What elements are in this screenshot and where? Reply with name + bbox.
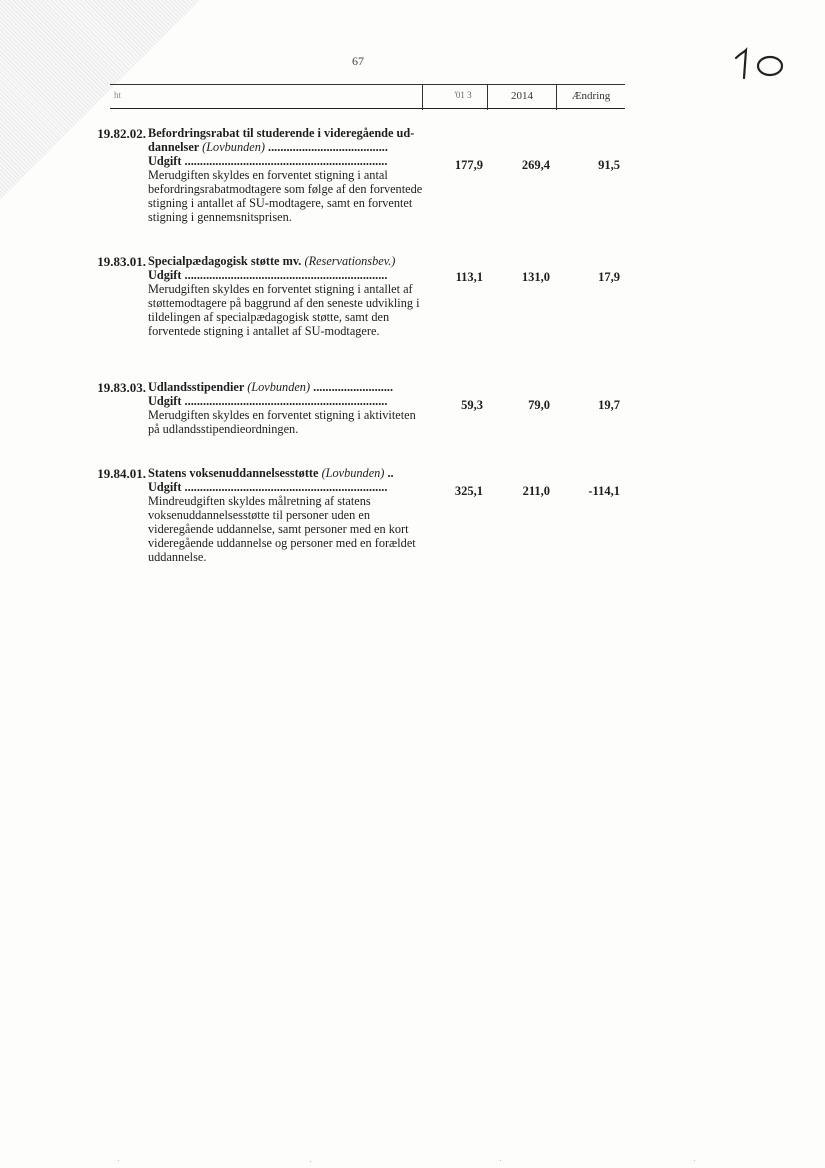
entry-title: Statens voksenuddannelsesstøtte (Lovbunden) .. — [148, 466, 394, 480]
entry-qualifier: (Reservationsbev.) — [304, 254, 396, 268]
account-code: 19.82.02. — [97, 126, 146, 141]
expense-label: Udgift .................................................................. — [148, 154, 388, 168]
value-change: 19,7 — [598, 398, 620, 412]
value-2013: 177,9 — [454, 158, 483, 172]
scan-speck — [500, 1160, 501, 1161]
scan-speck — [118, 1160, 119, 1161]
value-2014: 269,4 — [521, 158, 550, 172]
header-year-2014: 2014 — [511, 90, 533, 102]
entry-title: Udlandsstipendier (Lovbunden) .......................... — [148, 380, 394, 394]
entry-body — [148, 254, 424, 338]
handwritten-page-mark — [730, 44, 790, 84]
entry-explanation: Merudgiften skyldes en forventet stigning i antallet af støttemodtagere på baggrund af den seneste udvikling i tildelingen af specialpædagogisk støtte, samt den forventede stigning i antallet af SU-modtagere. — [148, 282, 420, 338]
header-change: Ændring — [571, 90, 611, 102]
entry-explanation: Merudgiften skyldes en forventet stigning i antal befordringsrabatmodtagere som følge af den forventede stigning i antallet af SU-modtagere, samt en forventet stigning i gennemsnitsprisen. — [148, 168, 423, 224]
table-header-bottom-rule — [110, 108, 625, 109]
entry-title: Befordringsrabat til studerende i videregående ud-dannelser (Lovbunden) ....................................... — [148, 126, 415, 154]
entry-body — [148, 126, 424, 224]
table-header-top-rule — [110, 84, 625, 85]
entry-explanation: Merudgiften skyldes en forventet stigning i aktiviteten på udlandsstipendieordningen. — [148, 408, 416, 436]
expense-label: Udgift .................................................................. — [148, 394, 388, 408]
table-header-divider — [487, 84, 488, 110]
entry-explanation: Mindreudgiften skyldes målretning af statens voksenuddannelsesstøtte til personer uden en videregående uddannelse, samt personer med en kort videregående uddannelse og personer med en forældet uddannelse. — [148, 494, 416, 564]
entry-qualifier: (Lovbunden) — [202, 140, 265, 154]
value-2014: 131,0 — [521, 270, 550, 284]
account-code: 19.83.03. — [97, 380, 146, 395]
value-change: 91,5 — [598, 158, 620, 172]
account-code: 19.84.01. — [97, 466, 146, 481]
entry-body — [148, 466, 424, 564]
entry-body — [148, 380, 424, 436]
value-2014: 211,0 — [522, 484, 550, 498]
account-code: 19.83.01. — [97, 254, 146, 269]
table-header-divider — [422, 84, 423, 110]
value-2014: 79,0 — [528, 398, 550, 412]
scan-speck — [694, 1160, 695, 1161]
value-2013: 113,1 — [455, 270, 483, 284]
expense-label: Udgift .................................................................. — [148, 268, 388, 282]
header-fragment: ht — [114, 90, 122, 100]
header-year-2013: '01 3 — [454, 90, 472, 100]
expense-label: Udgift .................................................................. — [148, 480, 388, 494]
table-header-divider — [556, 84, 557, 110]
entry-title: Specialpædagogisk støtte mv. (Reservationsbev.) — [148, 254, 396, 268]
value-2013: 325,1 — [454, 484, 483, 498]
value-change: -114,1 — [588, 484, 620, 498]
page-number: 67 — [352, 54, 364, 68]
scan-speck — [310, 1161, 311, 1162]
entry-qualifier: (Lovbunden) — [247, 380, 311, 394]
value-2013: 59,3 — [461, 398, 483, 412]
value-change: 17,9 — [598, 270, 620, 284]
entry-qualifier: (Lovbunden) — [321, 466, 385, 480]
